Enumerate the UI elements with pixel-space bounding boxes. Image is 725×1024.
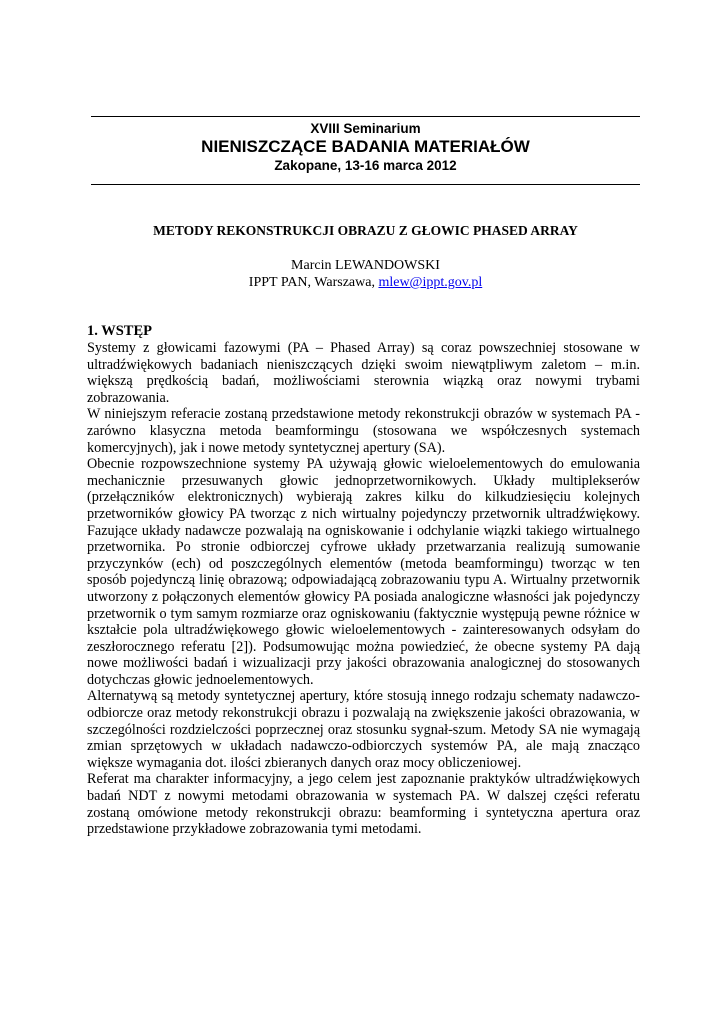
section-heading: 1. WSTĘP xyxy=(87,323,153,339)
paragraph: Systemy z głowicami fazowymi (PA – Phased Array) są coraz powszechniej stosowane w ultradźwiękowych badaniach nieniszczących dzięki swoim niewątpliwym zaletom – m.in. większą prędkością badań, możliwościami sterownia wiązką oraz nowymi trybami zobrazowania. xyxy=(87,340,640,406)
author-name: Marcin LEWANDOWSKI xyxy=(291,258,440,273)
seminar-place-date: Zakopane, 13-16 marca 2012 xyxy=(274,158,457,173)
paragraph: Obecnie rozpowszechnione systemy PA używają głowic wieloelementowych do emulowania mechanicznie przesuwanych głowic jednoprzetwornikowych. Układy multiplekserów (przełączników elektronicznych) wybierają zakres kilku do kilkudziesięciu kolejnych przetworników głowicy PA tworząc z nich wirtualny pojedynczy przetwornik ultradźwiękowy. Fazujące układy nadawcze pozwalają na ogniskowanie i odchylanie wiązki takiego wirtualnego przetwornika. Po stronie odbiorczej cyfrowe układy przetwarzania realizują sumowanie przyczynków (ech) od poszczególnych elementów (metoda beamformingu) tworząc w ten sposób pojedynczą linię obrazową; odpowiadającą zobrazowaniu typu A. Wirtualny przetwornik utworzony z połączonych elementów głowicy PA posiada analogiczne własności jak pojedynczy przetwornik o tym samym rozmiarze oraz ogniskowaniu (faktycznie występują pewne różnice w kształcie pola ultradźwiękowego głowic wieloelementowych - zainteresowanych odsyłam do zeszłorocznego referatu [2]). Podsumowując można powiedzieć, że obecne systemy PA dają nowe możliwości badań i wizualizacji przy jakości obrazowania analogicznej do stosowanych dotychczas głowic jednoelementowych. xyxy=(87,456,640,688)
paper-title: METODY REKONSTRUKCJI OBRAZU Z GŁOWIC PHASED ARRAY xyxy=(153,223,578,238)
paragraph: Referat ma charakter informacyjny, a jego celem jest zapoznanie praktyków ultradźwiękowych badań NDT z nowymi metodami obrazowania w systemach PA. W dalszej części referatu zostaną omówione metody rekonstrukcji obrazu: beamforming i syntetyczna apertura oraz przedstawione przykładowe zobrazowania tymi metodami. xyxy=(87,771,640,838)
author-affiliation xyxy=(91,274,640,291)
seminar-series: XVIII Seminarium xyxy=(310,121,421,136)
section-body xyxy=(87,340,640,838)
seminar-name: NIENISZCZĄCE BADANIA MATERIAŁÓW xyxy=(201,137,530,156)
paragraph: W niniejszym referacie zostaną przedstawione metody rekonstrukcji obrazów w systemach PA - zarówno klasyczna metoda beamformingu (stosowana we współczesnych systemach komercyjnych), jak i nowe metody syntetycznej apertury (SA). xyxy=(87,406,640,456)
author-email-link[interactable]: mlew@ippt.gov.pl xyxy=(378,275,483,290)
paragraph: Alternatywą są metody syntetycznej apertury, które stosują innego rodzaju schematy nadawczo-odbiorcze oraz metody rekonstrukcji obrazu i pozwalają na zwiększenie jakości obrazowania, w szczególności rozdzielczości poprzecznej oraz stosunku sygnał-szum. Metody SA nie wymagają zmian sprzętowych w układach nadawczo-odbiorczych systemów PA, ale mają znacząco większe wymagania dot. ilości zbieranych danych oraz mocy obliczeniowej. xyxy=(87,688,640,771)
header-top-rule xyxy=(91,116,640,117)
affiliation-text: IPPT PAN, Warszawa, xyxy=(248,275,379,290)
header-bottom-rule xyxy=(91,184,640,185)
